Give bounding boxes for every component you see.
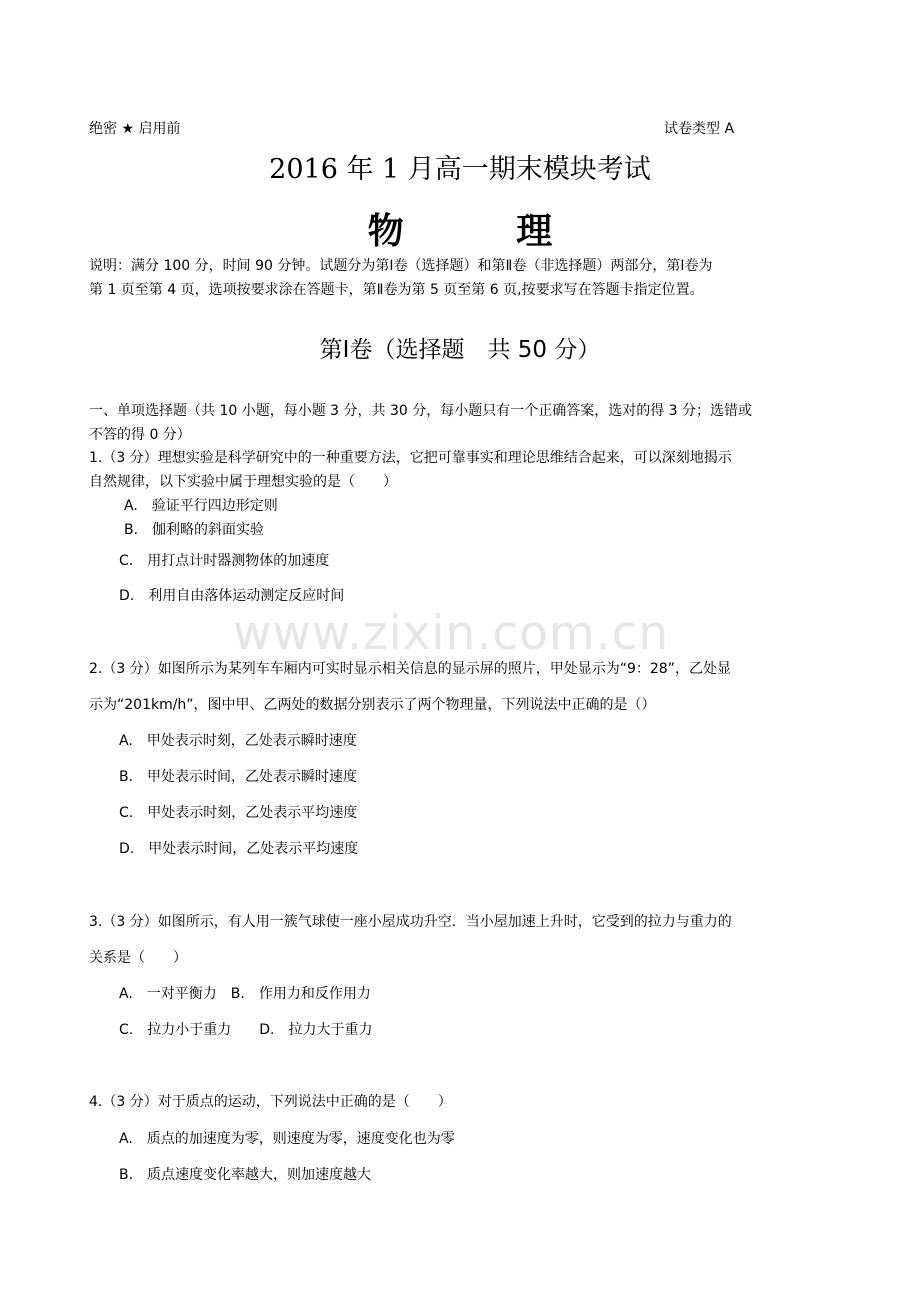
question-1-stem-line-2: 自然规律，以下实验中属于理想实验的是（ ） (89, 474, 397, 490)
question-2-stem-line-2: 示为“201km/h”，图中甲、乙两处的数据分别表示了两个物理量，下列说法中正确的是（） (89, 697, 656, 713)
question-4-option-a: A. 质点的加速度为零，则速度为零，速度变化也为零 (119, 1131, 455, 1147)
confidential-label: 绝密 ★ 启用前 (89, 121, 181, 137)
question-1-stem-line-1: 1.（3 分）理想实验是科学研究中的一种重要方法，它把可靠事实和理论思维结合起来，可以深刻地揭示 (89, 450, 732, 466)
question-1-option-b: B. 伽利略的斜面实验 (124, 522, 265, 538)
question-3-options-cd: C. 拉力小于重力 D. 拉力大于重力 (119, 1022, 373, 1038)
question-2-option-b: B. 甲处表示时间，乙处表示瞬时速度 (119, 769, 358, 785)
instructions-line-2: 第 1 页至第 4 页，选项按要求涂在答题卡，第Ⅱ卷为第 5 页至第 6 页,按要求写在答题卡指定位置。 (89, 282, 704, 298)
question-4-option-b: B. 质点速度变化率越大，则加速度越大 (119, 1167, 372, 1183)
question-3-options-ab: A. 一对平衡力 B. 作用力和反作用力 (119, 986, 371, 1002)
question-1-option-a: A. 验证平行四边形定则 (124, 498, 278, 514)
part-heading-line-1: 一、单项选择题（共 10 小题，每小题 3 分，共 30 分，每小题只有一个正确答案，选对的得 3 分；选错或 (89, 403, 753, 419)
question-2-option-a: A. 甲处表示时刻，乙处表示瞬时速度 (119, 733, 357, 749)
question-1-option-d: D. 利用自由落体运动测定反应时间 (119, 588, 345, 604)
watermark: www.zixin.com.cn (233, 606, 670, 661)
question-2-option-d: D. 甲处表示时间，乙处表示平均速度 (119, 841, 359, 857)
question-2-option-c: C. 甲处表示时刻，乙处表示平均速度 (119, 805, 358, 821)
exam-title: 2016 年 1 月高一期末模块考试 (269, 154, 651, 185)
question-2-stem-line-1: 2.（3 分）如图所示为某列车车厢内可实时显示相关信息的显示屏的照片，甲处显示为“9：28”，乙处显 (89, 661, 731, 677)
question-1-option-c: C. 用打点计时器测物体的加速度 (119, 553, 330, 569)
part-heading-line-2: 不答的得 0 分） (89, 427, 191, 443)
paper-type-label: 试卷类型 A (664, 121, 735, 137)
instructions-line-1: 说明：满分 100 分，时间 90 分钟。试题分为第Ⅰ卷（选择题）和第Ⅱ卷（非选择题）两部分，第Ⅰ卷为 (89, 258, 713, 274)
question-3-stem-line-2: 关系是（ ） (89, 950, 187, 966)
section-title: 第Ⅰ卷（选择题 共 50 分） (319, 337, 601, 363)
question-4-stem: 4.（3 分）对于质点的运动，下列说法中正确的是（ ） (89, 1094, 452, 1110)
subject-title: 物 理 (367, 211, 603, 252)
question-3-stem-line-1: 3.（3 分）如图所示，有人用一簇气球使一座小屋成功升空．当小屋加速上升时，它受到的拉力与重力的 (89, 914, 732, 930)
